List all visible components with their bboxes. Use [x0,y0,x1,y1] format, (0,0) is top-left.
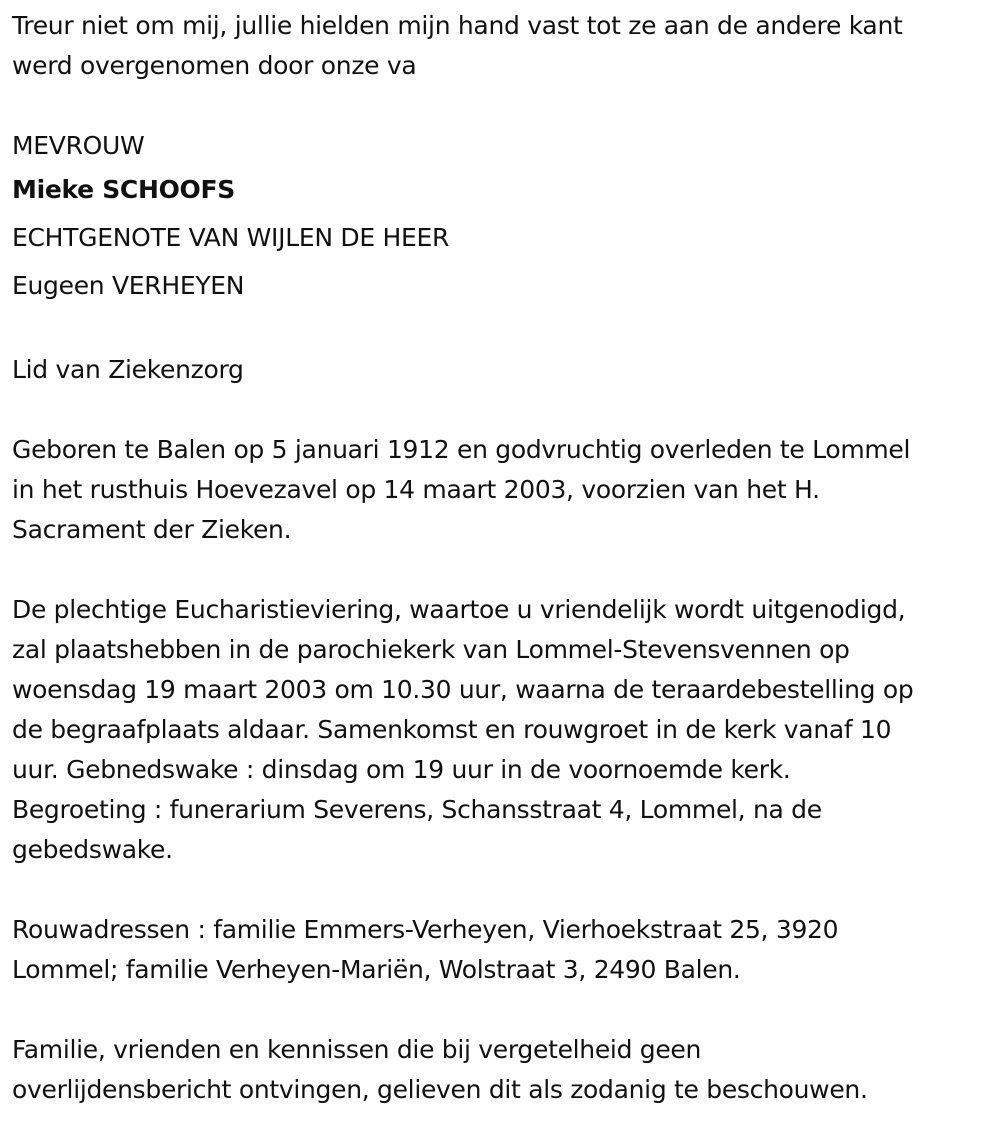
spacer [12,870,997,910]
name-block [12,126,997,310]
salutation: MEVROUW [12,131,145,160]
membership [12,350,997,390]
ceremony-line-7: gebedswake. [12,835,173,864]
addresses-paragraph [12,910,997,990]
ceremony-line-5: uur. Gebnedswake : dinsdag om 19 uur in de voornoemde kerk. [12,755,791,784]
spacer [12,390,997,430]
membership-line: Lid van Ziekenzorg [12,355,244,384]
ceremony-line-4: de begraafplaats aldaar. Samenkomst en rouwgroet in de kerk vanaf 10 [12,715,892,744]
closing-line-1: Familie, vrienden en kennissen die bij vergetelheid geen [12,1035,702,1064]
deceased-name: Mieke SCHOOFS [12,175,235,204]
closing-paragraph [12,1030,997,1110]
intro-line-2: werd overgenomen door onze va [12,51,417,80]
birth-death-line-2: in het rusthuis Hoevezavel op 14 maart 2003, voorzien van het H. [12,475,820,504]
relation: ECHTGENOTE VAN WIJLEN DE HEER [12,223,450,252]
spacer [12,550,997,590]
ceremony-line-3: woensdag 19 maart 2003 om 10.30 uur, waarna de teraardebestelling op [12,675,914,704]
intro-line-1: Treur niet om mij, jullie hielden mijn hand vast tot ze aan de andere kant [12,11,903,40]
birth-death-line-1: Geboren te Balen op 5 januari 1912 en godvruchtig overleden te Lommel [12,435,911,464]
spacer [12,310,997,350]
birth-death-line-3: Sacrament der Zieken. [12,515,292,544]
obituary-notice [12,6,997,1110]
ceremony-paragraph [12,590,997,870]
addresses-line-2: Lommel; familie Verheyen-Mariën, Wolstraat 3, 2490 Balen. [12,955,741,984]
ceremony-line-6: Begroeting : funerarium Severens, Schansstraat 4, Lommel, na de [12,795,822,824]
birth-death-paragraph [12,430,997,550]
closing-line-2: overlijdensbericht ontvingen, gelieven dit als zodanig te beschouwen. [12,1075,868,1104]
spouse-name: Eugeen VERHEYEN [12,271,245,300]
spacer [12,86,997,126]
spacer [12,990,997,1030]
addresses-line-1: Rouwadressen : familie Emmers-Verheyen, Vierhoekstraat 25, 3920 [12,915,839,944]
intro-quote [12,6,997,86]
ceremony-line-1: De plechtige Eucharistieviering, waartoe u vriendelijk wordt uitgenodigd, [12,595,906,624]
ceremony-line-2: zal plaatshebben in de parochiekerk van Lommel-Stevensvennen op [12,635,850,664]
